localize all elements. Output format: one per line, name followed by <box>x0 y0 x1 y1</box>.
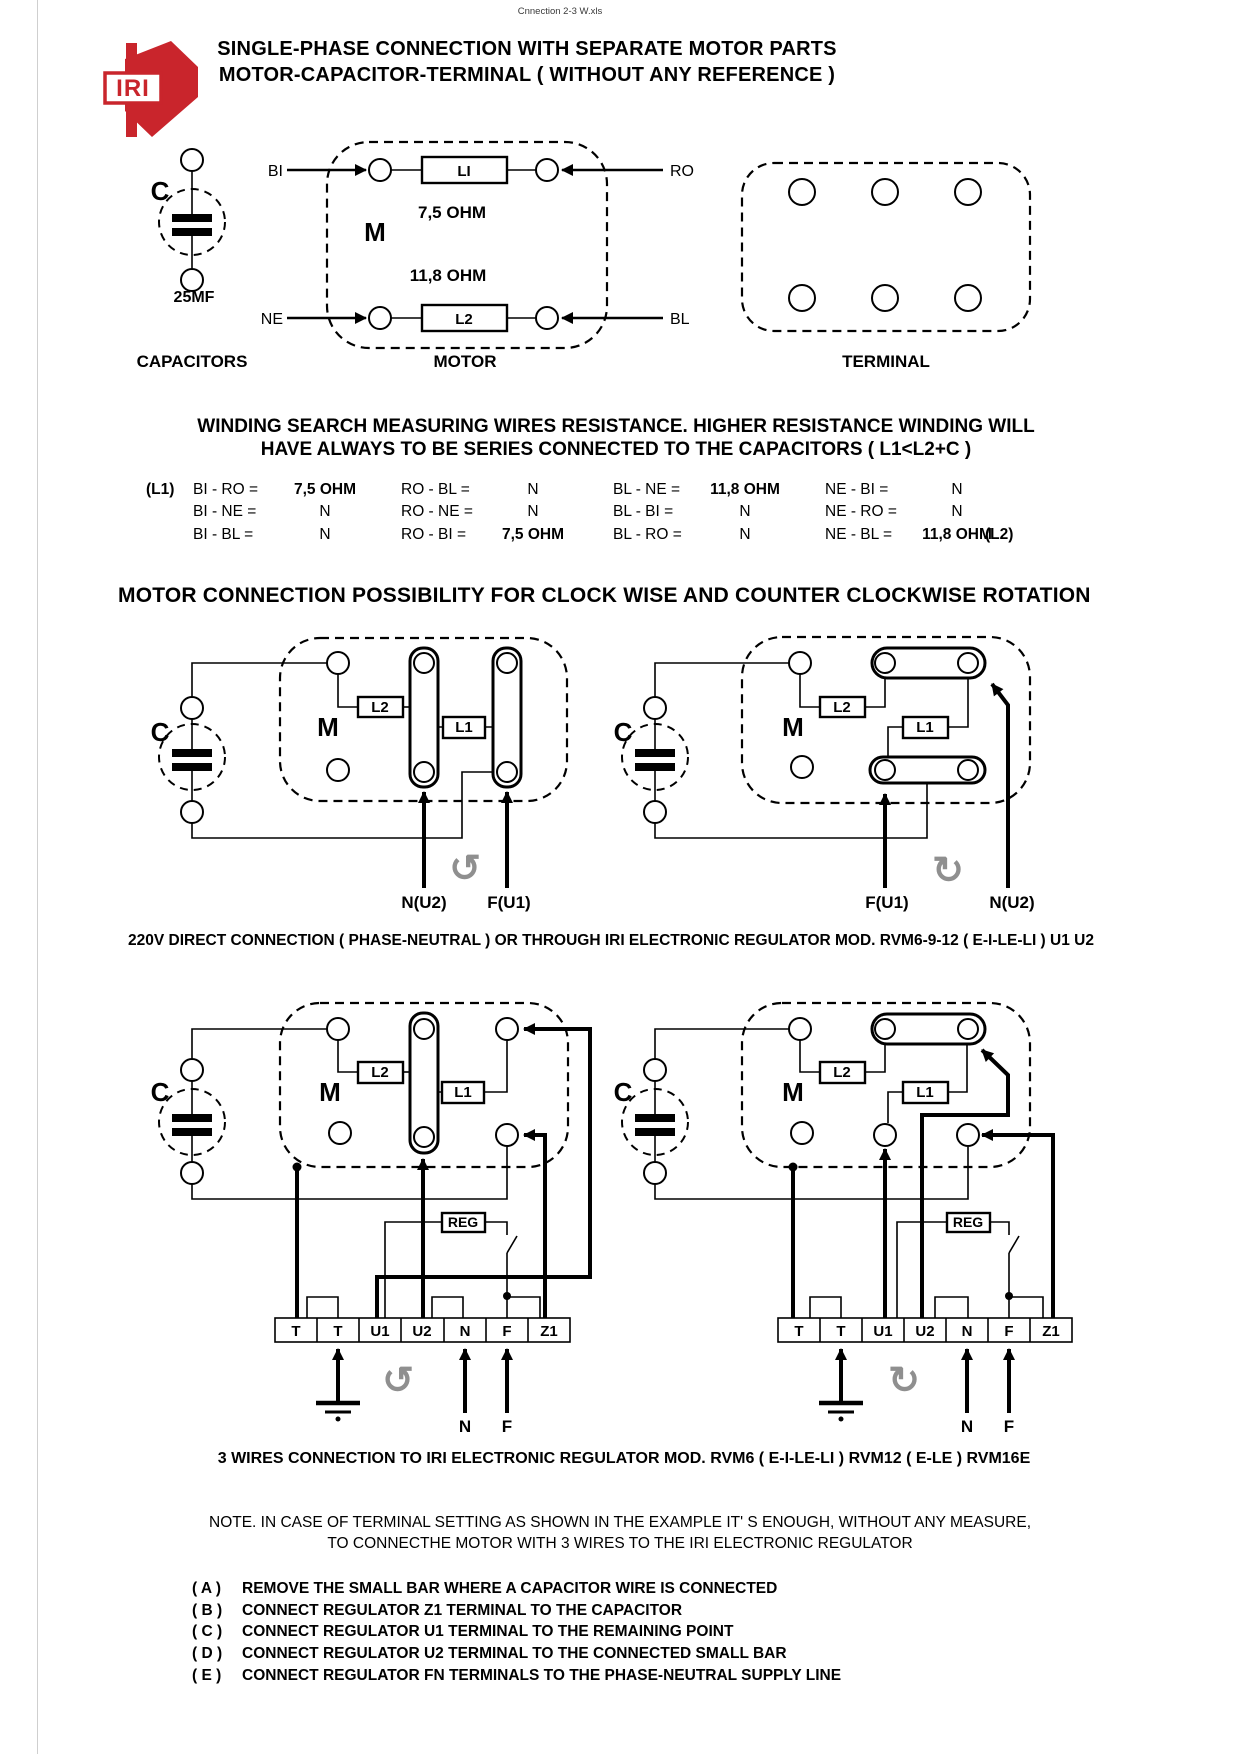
terminal-cell-u1: U1 <box>370 1323 390 1340</box>
terminal-cell-u1: U1 <box>873 1323 893 1340</box>
winding-l2-label: L2 <box>455 311 473 328</box>
motor-label: M <box>364 217 386 247</box>
motor-windings-diagram <box>261 142 694 348</box>
reg-label: REG <box>447 1214 479 1230</box>
terminal-cell-t1: T <box>291 1323 301 1340</box>
rotation-heading: MOTOR CONNECTION POSSIBILITY FOR CLOCK WISE AND COUNTER CLOCKWISE ROTATION <box>118 584 1091 607</box>
terminal-cell-t1: T <box>794 1323 804 1340</box>
winding-l1-label: L1 <box>916 719 934 736</box>
ground-symbol <box>316 1349 360 1422</box>
table-row: NE - BI = N <box>825 481 963 498</box>
three-wires-caption: 3 WIRES CONNECTION TO IRI ELECTRONIC REGULATOR MOD. RVM6 ( E-I-LE-LI ) RVM12 ( E-LE ) RVM16E <box>217 1450 1031 1467</box>
resistance-col-ne <box>825 479 1007 546</box>
table-row: RO - BI = 7,5 OHM <box>401 525 564 543</box>
capacitor-label: C <box>613 717 633 747</box>
regulator-diagram-ccw <box>151 1003 590 1436</box>
capacitor-label: C <box>150 717 170 747</box>
winding-search-line2: HAVE ALWAYS TO BE SERIES CONNECTED TO THE CAPACITORS ( L1<L2+C ) <box>260 439 972 460</box>
terminal-cell-f: F <box>1004 1323 1014 1340</box>
supply-label-n-u2: N(U2) <box>989 893 1035 912</box>
capacitor-symbol <box>614 1059 688 1184</box>
terminal-cell-z1: Z1 <box>540 1323 558 1340</box>
parts-diagram <box>0 140 1240 390</box>
table-row: BI - RO = 7,5 OHM <box>193 481 356 498</box>
capacitor-label: C <box>150 1077 170 1107</box>
winding-l2-label: L2 <box>371 699 389 716</box>
step-b: ( B ) CONNECT REGULATOR Z1 TERMINAL TO THE CAPACITOR <box>192 1601 683 1619</box>
terminal-cell-u2: U2 <box>412 1323 432 1340</box>
motor-label: M <box>782 712 804 742</box>
terminal-block-diagram <box>742 163 1030 331</box>
note-line1: NOTE. IN CASE OF TERMINAL SETTING AS SHOWN IN THE EXAMPLE IT' S ENOUGH, WITHOUT ANY MEASURE, <box>209 1514 1031 1531</box>
winding-l1-label: L1 <box>454 1084 472 1101</box>
table-suffix: (L2) <box>985 526 1014 543</box>
jumper-u2-n <box>432 1297 463 1318</box>
terminal-strip <box>275 1318 570 1342</box>
winding-l1-label: L1 <box>455 719 473 736</box>
step-e: ( E ) CONNECT REGULATOR FN TERMINALS TO THE PHASE-NEUTRAL SUPPLY LINE <box>192 1666 842 1684</box>
supply-label-f: F <box>501 1417 513 1436</box>
capacitor-symbol <box>151 697 225 823</box>
motor-label: M <box>319 1077 341 1107</box>
jumper-f-z1 <box>507 1297 540 1318</box>
terminal-cell-z1: Z1 <box>1042 1323 1060 1340</box>
caption-capacitors: CAPACITORS <box>136 352 248 371</box>
step-d: ( D ) CONNECT REGULATOR U2 TERMINAL TO THE CONNECTED SMALL BAR <box>192 1645 787 1663</box>
wire-label-ro: RO <box>670 163 694 180</box>
capacitor-symbol <box>614 697 688 823</box>
jumper-t-t <box>810 1297 841 1318</box>
rotation-cw-icon: ↻ <box>932 850 964 892</box>
resistance-col-bl <box>613 479 795 546</box>
capacitor-label: C <box>613 1077 633 1107</box>
table-row: NE - RO = N <box>825 503 963 521</box>
winding-l2-label: L2 <box>833 1064 851 1081</box>
terminal-cell-n: N <box>961 1323 973 1340</box>
resistance-col-bi <box>193 479 375 546</box>
regulator-diagram-cw <box>614 1003 1072 1436</box>
document-filename: Cnnection 2-3 W.xls <box>517 6 603 17</box>
jumper-f-z1 <box>1009 1297 1043 1318</box>
cw-connection-diagram <box>614 637 1035 912</box>
direct-connection-caption: 220V DIRECT CONNECTION ( PHASE-NEUTRAL ) OR THROUGH IRI ELECTRONIC REGULATOR MOD. RVM6-9-12 ( E-I-LE-LI ) U1 U2 <box>128 932 1094 949</box>
resistance-l2: 11,8 OHM <box>409 266 487 285</box>
motor-label: M <box>317 712 339 742</box>
page-title <box>0 36 1054 88</box>
ground-symbol <box>819 1349 863 1422</box>
table-prefix: (L1) <box>146 481 175 498</box>
table-row: BL - BI = N <box>613 503 751 521</box>
winding-l2-label: L2 <box>371 1064 389 1081</box>
note-line2: TO CONNECTHE MOTOR WITH 3 WIRES TO THE IRI ELECTRONIC REGULATOR <box>327 1535 913 1552</box>
winding-l1-label: L1 <box>916 1084 934 1101</box>
terminal-cell-t2: T <box>333 1323 343 1340</box>
wire-label-bl: BL <box>670 311 690 328</box>
step-c: ( C ) CONNECT REGULATOR U1 TERMINAL TO THE REMAINING POINT <box>192 1623 734 1641</box>
winding-search-heading <box>0 415 1232 461</box>
caption-terminal: TERMINAL <box>842 352 930 371</box>
rotation-ccw-icon: ↺ <box>449 848 481 890</box>
note-text <box>0 1512 1240 1554</box>
rotation-cw-icon: ↻ <box>888 1360 920 1402</box>
rotation-ccw-icon: ↺ <box>382 1360 414 1402</box>
wire-label-bi: BI <box>267 163 283 180</box>
regulator-box <box>947 1213 990 1232</box>
step-a: ( A ) REMOVE THE SMALL BAR WHERE A CAPACITOR WIRE IS CONNECTED <box>192 1580 778 1597</box>
table-row: RO - NE = N <box>401 503 539 521</box>
capacitor-value: 25MF <box>173 289 215 306</box>
ccw-connection-diagram <box>151 638 567 912</box>
table-row: NE - BL = 11,8 OHM <box>825 525 992 543</box>
capacitor-label: C <box>150 176 170 206</box>
resistance-col-ro <box>401 479 583 546</box>
winding-li-label: LI <box>457 163 471 180</box>
title-line-2: MOTOR-CAPACITOR-TERMINAL ( WITHOUT ANY REFERENCE ) <box>218 64 836 86</box>
wire-label-ne: NE <box>260 311 283 328</box>
logo-text: IRI <box>116 75 150 102</box>
jumper-u2-n <box>935 1297 968 1318</box>
table-row: BI - BL = N <box>193 525 331 543</box>
supply-label-f: F <box>1003 1417 1015 1436</box>
switch-blade <box>507 1236 517 1253</box>
terminal-cell-t2: T <box>836 1323 846 1340</box>
regulator-box <box>442 1213 485 1232</box>
instruction-steps <box>192 1578 841 1687</box>
capacitor-symbol <box>151 1059 225 1184</box>
motor-label: M <box>782 1077 804 1107</box>
reg-label: REG <box>952 1214 984 1230</box>
table-row: BL - RO = N <box>613 525 751 543</box>
caption-motor: MOTOR <box>433 352 497 371</box>
supply-label-n-u2: N(U2) <box>401 893 447 912</box>
terminal-cell-n: N <box>459 1323 471 1340</box>
terminal-strip <box>778 1318 1072 1342</box>
title-line-1: SINGLE-PHASE CONNECTION WITH SEPARATE MOTOR PARTS <box>217 38 837 60</box>
rotation-diagrams <box>0 620 1240 920</box>
resistance-l1: 7,5 OHM <box>417 203 487 222</box>
supply-label-f-u1: F(U1) <box>865 893 909 912</box>
supply-label-f-u1: F(U1) <box>487 893 531 912</box>
table-row: BI - NE = N <box>193 503 331 521</box>
terminal-cell-f: F <box>502 1323 512 1340</box>
winding-l2-label: L2 <box>833 699 851 716</box>
jumper-t-t <box>307 1297 338 1318</box>
table-row: BL - NE = 11,8 OHM <box>613 481 780 498</box>
terminal-cell-u2: U2 <box>915 1323 935 1340</box>
regulator-diagrams <box>0 975 1240 1435</box>
winding-search-line1: WINDING SEARCH MEASURING WIRES RESISTANCE. HIGHER RESISTANCE WINDING WILL <box>197 416 1035 437</box>
table-row: RO - BL = N <box>401 481 539 498</box>
capacitor-symbol <box>151 149 225 306</box>
supply-label-n: N <box>458 1417 472 1436</box>
supply-label-n: N <box>960 1417 974 1436</box>
switch-blade <box>1009 1236 1019 1253</box>
